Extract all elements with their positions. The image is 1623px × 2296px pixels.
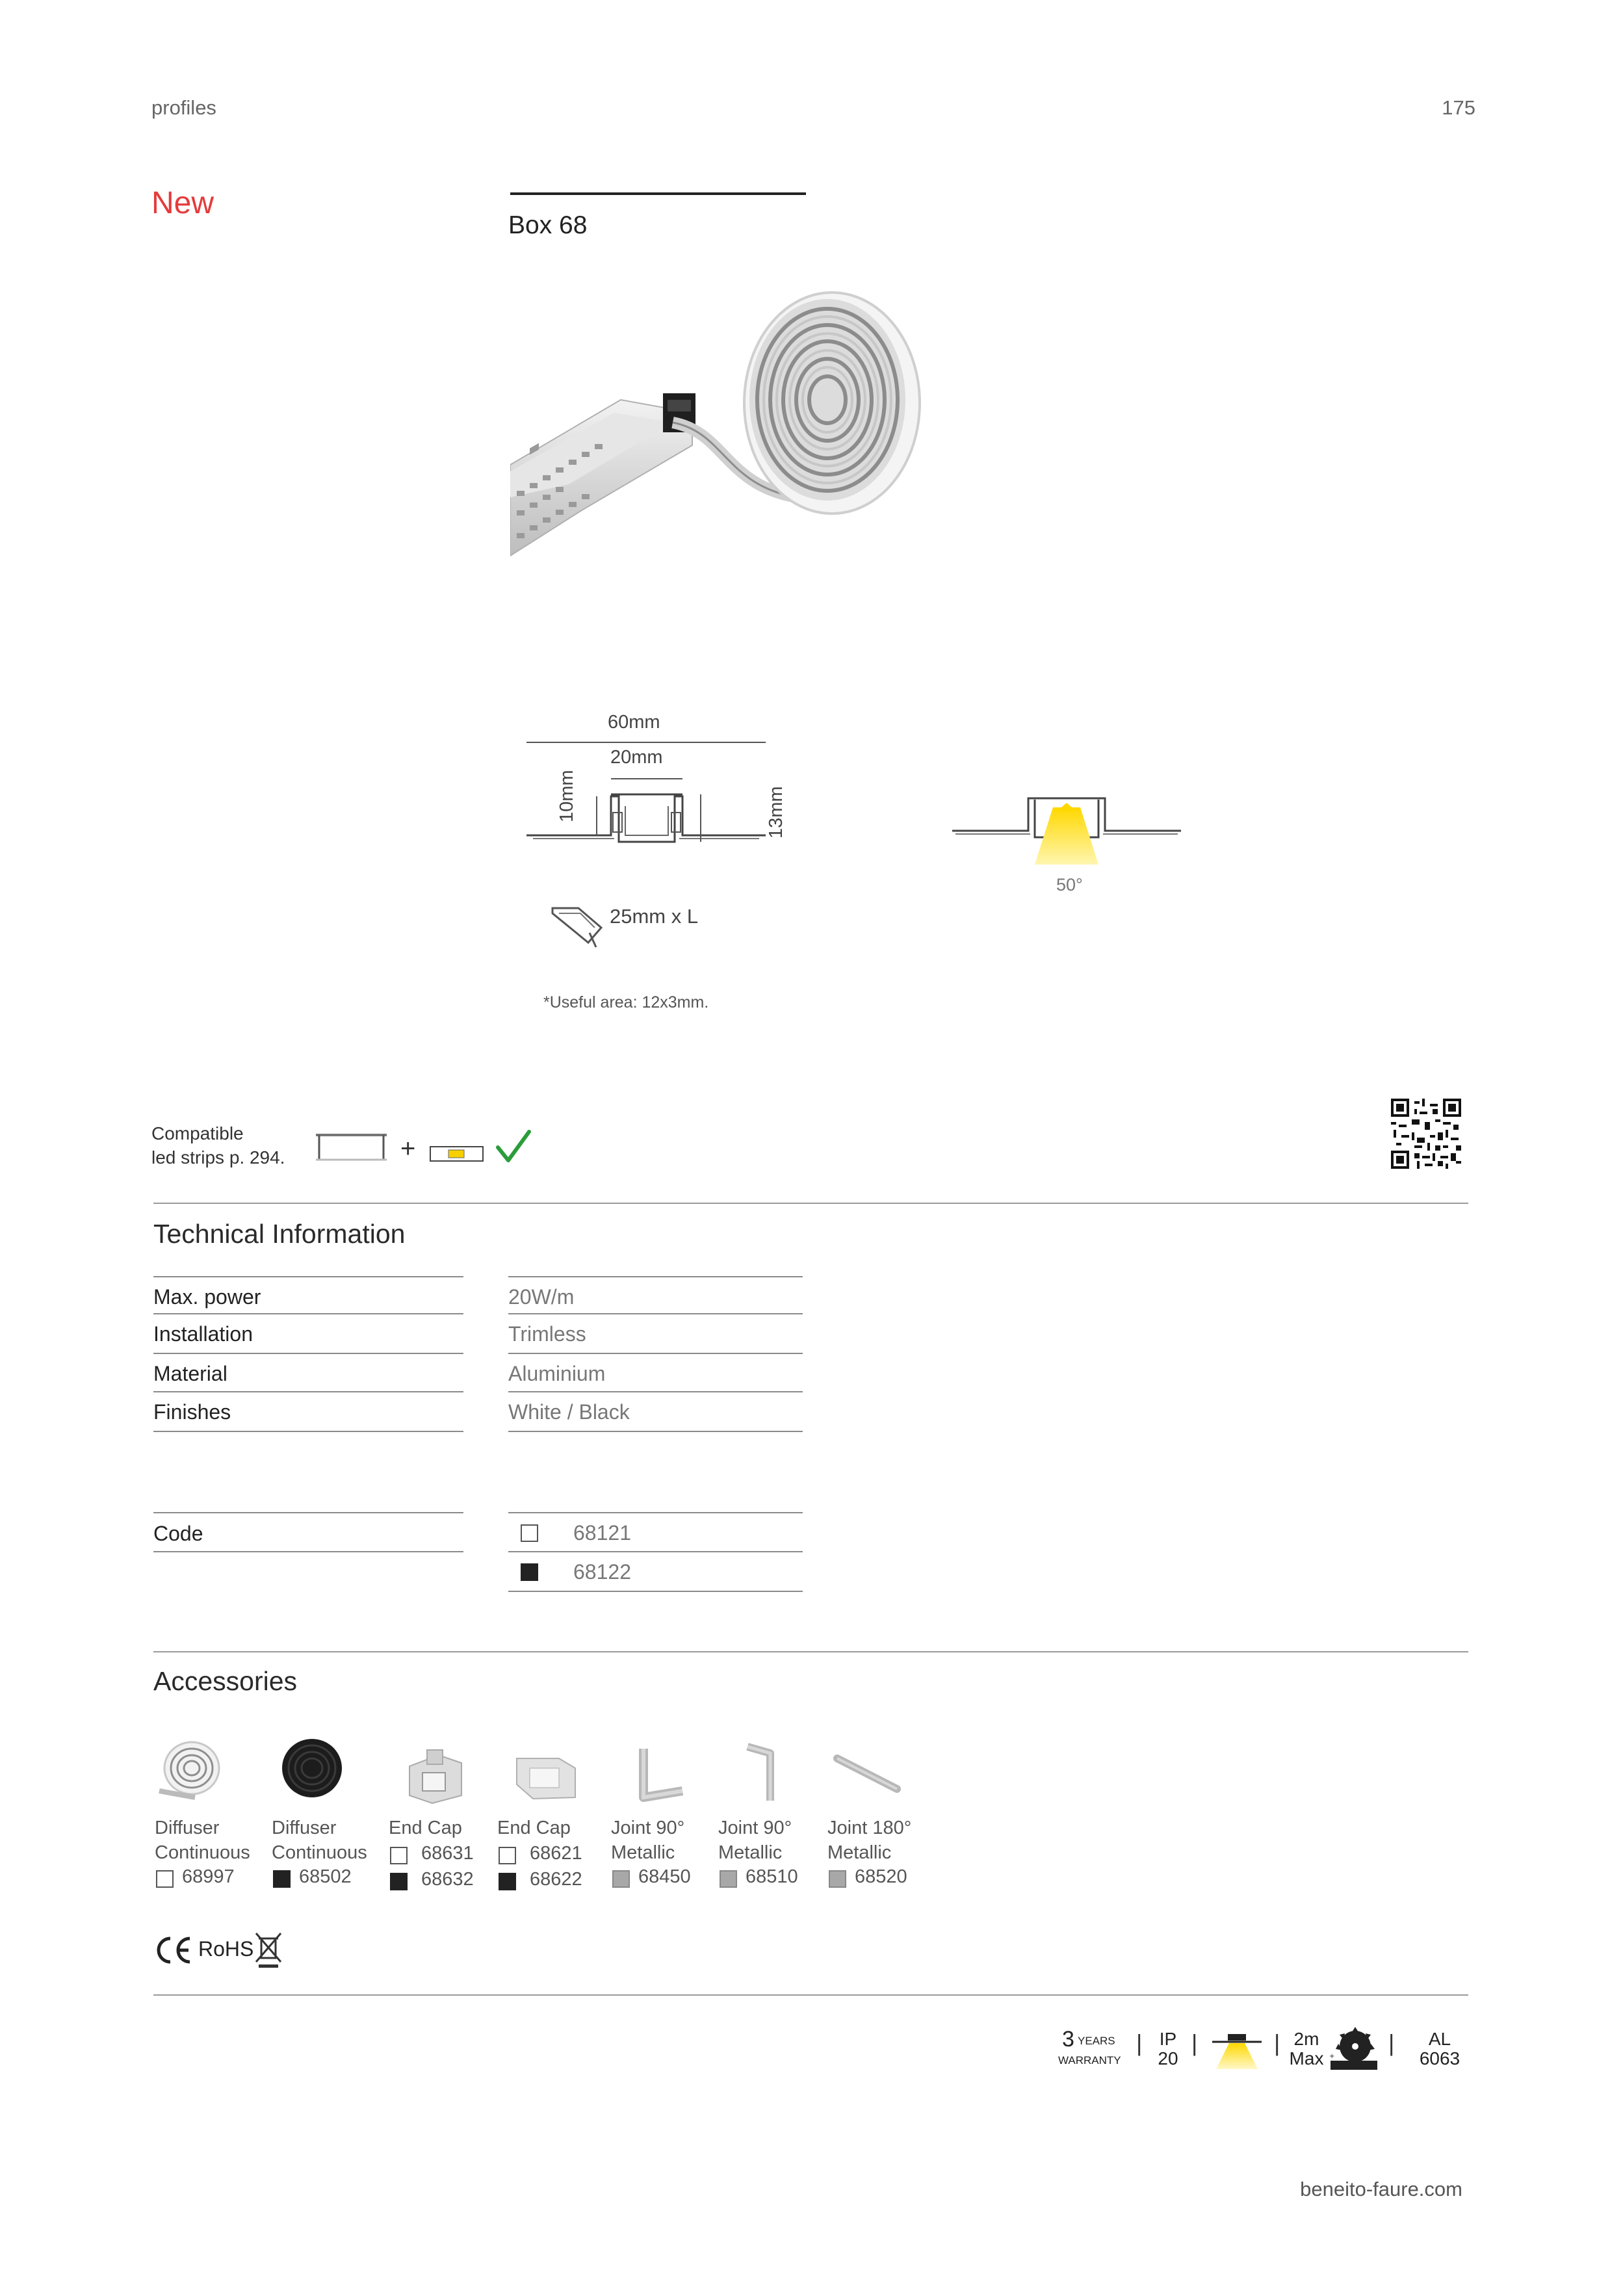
tech-rule-left-bottom bbox=[153, 1431, 463, 1432]
accessory-code: 68450 bbox=[638, 1866, 691, 1887]
accessory-code: 68997 bbox=[182, 1866, 235, 1887]
finish-swatch-white bbox=[521, 1524, 538, 1542]
warranty-years: YEARS bbox=[1078, 2035, 1115, 2047]
product-code: 68121 bbox=[573, 1521, 631, 1545]
new-badge: New bbox=[151, 186, 214, 220]
code-rule-bottom bbox=[508, 1591, 803, 1592]
accessory-subname: Metallic bbox=[611, 1842, 675, 1863]
tech-rule-right bbox=[508, 1276, 803, 1277]
accessory-name: Diffuser bbox=[155, 1818, 220, 1838]
rohs-label: RoHS bbox=[198, 1937, 254, 1961]
tech-label: Finishes bbox=[153, 1400, 231, 1424]
tech-label: Max. power bbox=[153, 1285, 261, 1309]
finish-swatch-white bbox=[156, 1870, 174, 1888]
joint-90-b-image bbox=[738, 1739, 790, 1807]
max-length-label: Max bbox=[1289, 2048, 1324, 2068]
accessory-code: 68632 bbox=[421, 1869, 474, 1890]
divider-compatible bbox=[153, 1203, 1468, 1204]
tech-rule-right bbox=[508, 1353, 803, 1354]
footer-separator-1: | bbox=[1136, 2029, 1143, 2056]
accessory-subname: Continuous bbox=[155, 1842, 250, 1863]
accessories-title: Accessories bbox=[153, 1666, 298, 1696]
title-rule bbox=[510, 192, 806, 195]
max-length bbox=[1287, 2029, 1326, 2068]
accessory-name: Joint 90° bbox=[718, 1818, 792, 1838]
accessory-code: 68622 bbox=[530, 1869, 582, 1890]
tech-rule-right-bottom bbox=[508, 1431, 803, 1432]
finish-swatch-grey bbox=[612, 1870, 630, 1888]
tech-rule-right bbox=[508, 1391, 803, 1392]
accessory-name: Joint 90° bbox=[611, 1818, 685, 1838]
footer-separator-4: | bbox=[1388, 2029, 1395, 2056]
tech-value: Trimless bbox=[508, 1322, 586, 1346]
finish-swatch-white bbox=[499, 1847, 516, 1864]
finish-swatch-black bbox=[390, 1873, 408, 1890]
diffuser-black-image bbox=[276, 1736, 344, 1804]
dim-height-right: 13mm bbox=[766, 786, 786, 839]
ip-value: 20 bbox=[1158, 2048, 1178, 2068]
finish-swatch-grey bbox=[829, 1870, 846, 1888]
tech-rule-left bbox=[153, 1313, 463, 1314]
ip-label: IP bbox=[1159, 2029, 1177, 2049]
product-title: Box 68 bbox=[508, 211, 588, 239]
tech-rule-right bbox=[508, 1313, 803, 1314]
tech-value: Aluminium bbox=[508, 1362, 606, 1385]
technical-title: Technical Information bbox=[153, 1219, 406, 1249]
end-cap-wide-image bbox=[510, 1745, 582, 1804]
finish-swatch-grey bbox=[720, 1870, 737, 1888]
ip-rating bbox=[1152, 2029, 1184, 2068]
accessory-name: Diffuser bbox=[272, 1818, 337, 1838]
accessory-subname: Metallic bbox=[718, 1842, 783, 1863]
dim-width-total: 60mm bbox=[608, 712, 660, 733]
qr-code[interactable] bbox=[1391, 1099, 1461, 1169]
warranty-block bbox=[1058, 2027, 1123, 2072]
ce-mark-icon bbox=[153, 1936, 192, 1964]
dim-height-left: 10mm bbox=[556, 770, 577, 822]
finish-swatch-black bbox=[521, 1563, 538, 1581]
code-rule bbox=[508, 1551, 803, 1552]
divider-footer bbox=[153, 1994, 1468, 1996]
tech-label: Installation bbox=[153, 1322, 253, 1346]
code-rule-left-bottom bbox=[153, 1551, 463, 1552]
accessory-name: End Cap bbox=[497, 1818, 571, 1838]
tech-value: White / Black bbox=[508, 1400, 630, 1424]
accessory-code: 68520 bbox=[855, 1866, 907, 1887]
divider-accessories bbox=[153, 1651, 1468, 1652]
max-length-value: 2m bbox=[1293, 2029, 1319, 2049]
footer-separator-2: | bbox=[1191, 2029, 1198, 2056]
end-cap-white-image bbox=[400, 1743, 471, 1805]
warranty-word: WARRANTY bbox=[1058, 2054, 1121, 2067]
accessory-name: Joint 180° bbox=[827, 1818, 912, 1838]
cut-icon bbox=[549, 900, 604, 952]
accessory-subname: Metallic bbox=[827, 1842, 892, 1863]
accessory-name: End Cap bbox=[389, 1818, 462, 1838]
accessory-code: 68621 bbox=[530, 1843, 582, 1864]
cut-size: 25mm x L bbox=[610, 905, 699, 928]
profile-section-icon bbox=[314, 1131, 389, 1164]
code-rule bbox=[508, 1512, 803, 1513]
check-icon bbox=[494, 1128, 533, 1167]
joint-180-image bbox=[832, 1749, 903, 1801]
beam-angle-drawing bbox=[949, 780, 1189, 871]
warranty-number: 3 bbox=[1062, 2027, 1074, 2052]
accessory-code: 68631 bbox=[421, 1843, 474, 1864]
svg-text:+: + bbox=[1329, 2053, 1335, 2060]
accessory-code: 68510 bbox=[746, 1866, 798, 1887]
plus-sign: + bbox=[400, 1134, 416, 1163]
led-strip-icon bbox=[429, 1145, 484, 1162]
saw-blade-icon bbox=[1328, 2027, 1379, 2071]
tech-label: Material bbox=[153, 1362, 227, 1385]
alloy-value: 6063 bbox=[1419, 2048, 1461, 2068]
website-link[interactable]: beneito-faure.com bbox=[1300, 2178, 1462, 2200]
product-image bbox=[510, 276, 959, 575]
tech-rule-left bbox=[153, 1353, 463, 1354]
footer-separator-3: | bbox=[1274, 2029, 1280, 2056]
compatible-label-line1: Compatible bbox=[151, 1123, 244, 1143]
product-code: 68122 bbox=[573, 1560, 631, 1584]
accessory-code: 68502 bbox=[299, 1866, 352, 1887]
page-number: 175 bbox=[1442, 96, 1475, 119]
alloy-label: AL bbox=[1428, 2029, 1451, 2049]
section-label: profiles bbox=[151, 96, 216, 119]
tech-rule-left bbox=[153, 1276, 463, 1277]
diffuser-white-image bbox=[156, 1739, 221, 1804]
code-rule-left-top bbox=[153, 1512, 463, 1513]
finish-swatch-black bbox=[499, 1873, 516, 1890]
accessory-subname: Continuous bbox=[272, 1842, 367, 1863]
trimless-light-icon bbox=[1211, 2031, 1263, 2070]
dim-width-inner: 20mm bbox=[610, 747, 663, 768]
beam-angle-label: 50° bbox=[1056, 875, 1083, 894]
code-label: Code bbox=[153, 1522, 203, 1545]
finish-swatch-black bbox=[273, 1870, 291, 1888]
useful-area-note: *Useful area: 12x3mm. bbox=[543, 993, 709, 1011]
tech-rule-left bbox=[153, 1391, 463, 1392]
alloy-spec bbox=[1416, 2029, 1464, 2068]
compatible-label-line2: led strips p. 294. bbox=[151, 1147, 285, 1168]
tech-value: 20W/m bbox=[508, 1285, 575, 1309]
finish-swatch-white bbox=[390, 1847, 408, 1864]
joint-90-a-image bbox=[634, 1742, 692, 1807]
crossed-bin-icon bbox=[253, 1931, 283, 1968]
